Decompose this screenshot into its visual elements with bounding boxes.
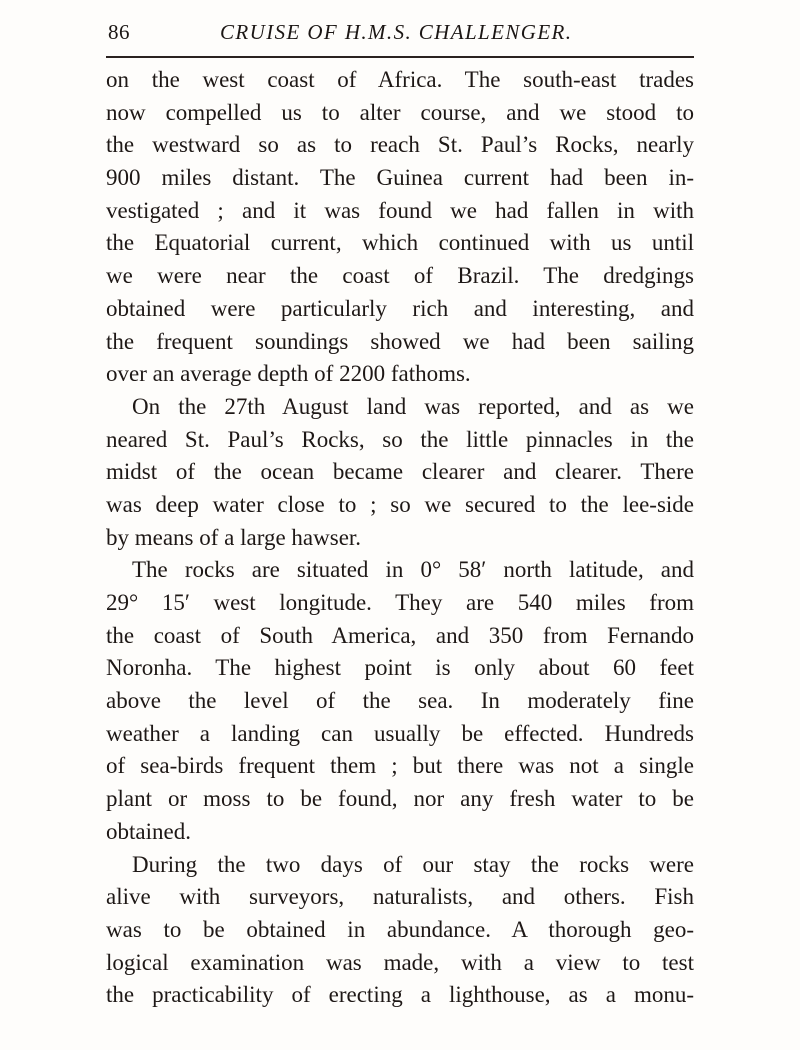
text-line: was deep water close to ; so we secured to the lee-side [106, 491, 694, 517]
text-line: During the two days of our stay the rocks were [132, 851, 694, 877]
page-number: 86 [108, 20, 130, 44]
body-text [106, 64, 694, 1012]
running-title: CRUISE OF H.M.S. CHALLENGER. [220, 20, 573, 44]
text-line: logical examination was made, with a view to test [106, 949, 694, 975]
text-line: weather a landing can usually be effected. Hundreds [106, 720, 694, 746]
text-line: vestigated ; and it was found we had fallen in with [106, 197, 694, 223]
text-line: over an average depth of 2200 fathoms. [106, 361, 471, 387]
text-line: the coast of South America, and 350 from Fernando [106, 622, 694, 648]
text-line: midst of the ocean became clearer and clearer. There [106, 459, 694, 485]
paragraph [106, 64, 694, 391]
text-line: by means of a large hawser. [106, 524, 362, 550]
text-line: now compelled us to alter course, and we stood to [106, 99, 694, 125]
text-line: the frequent soundings showed we had been sailing [106, 328, 694, 354]
text-line: the Equatorial current, which continued with us until [106, 230, 694, 256]
header-rule [106, 56, 694, 58]
text-line: above the level of the sea. In moderately fine [106, 688, 694, 714]
text-line: plant or moss to be found, nor any fresh water to be [106, 786, 694, 812]
text-line: Noronha. The highest point is only about 60 feet [106, 655, 694, 681]
text-line: obtained. [106, 818, 191, 844]
text-line: The rocks are situated in 0° 58′ north latitude, and [132, 557, 694, 583]
text-line: On the 27th August land was reported, and as we [132, 393, 694, 419]
text-line: was to be obtained in abundance. A thorough geo- [106, 916, 694, 942]
text-line: the practicability of erecting a lighthouse, as a monu- [106, 982, 694, 1008]
text-line: obtained were particularly rich and interesting, and [106, 295, 694, 321]
paragraph [106, 554, 694, 848]
paragraph [106, 849, 694, 1012]
running-head [108, 20, 693, 50]
text-line: we were near the coast of Brazil. The dredgings [106, 263, 694, 289]
text-line: the westward so as to reach St. Paul’s Rocks, nearly [106, 132, 694, 158]
text-line: of sea-birds frequent them ; but there was not a single [106, 753, 694, 779]
text-line: neared St. Paul’s Rocks, so the little pinnacles in the [106, 426, 694, 452]
text-line: 900 miles distant. The Guinea current had been in- [106, 165, 694, 191]
text-line: 29° 15′ west longitude. They are 540 miles from [106, 590, 694, 615]
text-line: alive with surveyors, naturalists, and others. Fish [106, 884, 694, 910]
paragraph [106, 391, 694, 554]
text-line: on the west coast of Africa. The south-east trades [106, 67, 694, 92]
